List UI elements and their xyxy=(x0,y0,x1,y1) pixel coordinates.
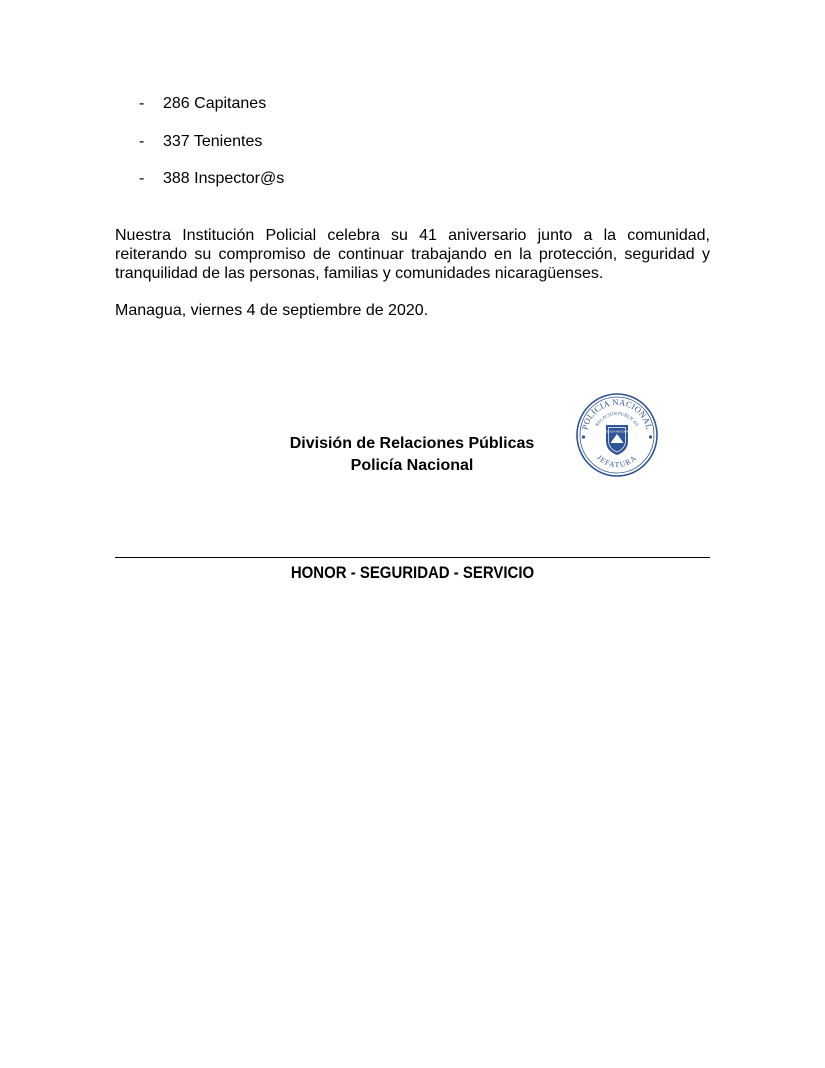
list-item-text: 337 Tenientes xyxy=(163,132,263,150)
seal-dot-icon xyxy=(582,435,585,438)
list-item xyxy=(139,94,284,113)
anniversary-paragraph: Nuestra Institución Policial celebra su 41 aniversario junto a la comunidad, reiterando su compromiso de continuar trabajando en la protección, seguridad y tranquilidad de las personas, familias y comunidades nicaragüenses. xyxy=(115,227,710,282)
footer-motto: HONOR - SEGURIDAD - SERVICIO xyxy=(290,563,535,582)
signature-division: División de Relaciones Públicas xyxy=(289,435,535,452)
seal-bottom-text: JEFATURA xyxy=(595,452,639,470)
footer-divider xyxy=(115,557,710,558)
seal-center-text: POLICIA NACIONAL xyxy=(604,429,630,434)
list-item-text: 286 Capitanes xyxy=(163,95,267,112)
rank-list xyxy=(139,94,284,207)
signature-block xyxy=(232,433,592,477)
seal-outer-text: POLICIA NACIONAL xyxy=(579,396,655,431)
svg-text:JEFATURA xyxy=(595,453,639,469)
police-seal-stamp xyxy=(575,393,659,477)
list-item-text: 388 Inspector@s xyxy=(163,170,285,187)
list-dash: - xyxy=(139,95,145,112)
list-item xyxy=(139,132,284,151)
dateline: Managua, viernes 4 de septiembre de 2020. xyxy=(115,302,429,319)
seal-dot-icon xyxy=(649,435,652,438)
list-dash: - xyxy=(139,170,145,187)
seal-inner-text: RELACION PUBLICAS xyxy=(594,410,640,427)
list-item xyxy=(139,169,284,188)
svg-text:RELACION PUBLICAS xyxy=(594,411,640,427)
list-dash: - xyxy=(139,132,145,150)
signature-institution: Policía Nacional xyxy=(350,457,474,474)
